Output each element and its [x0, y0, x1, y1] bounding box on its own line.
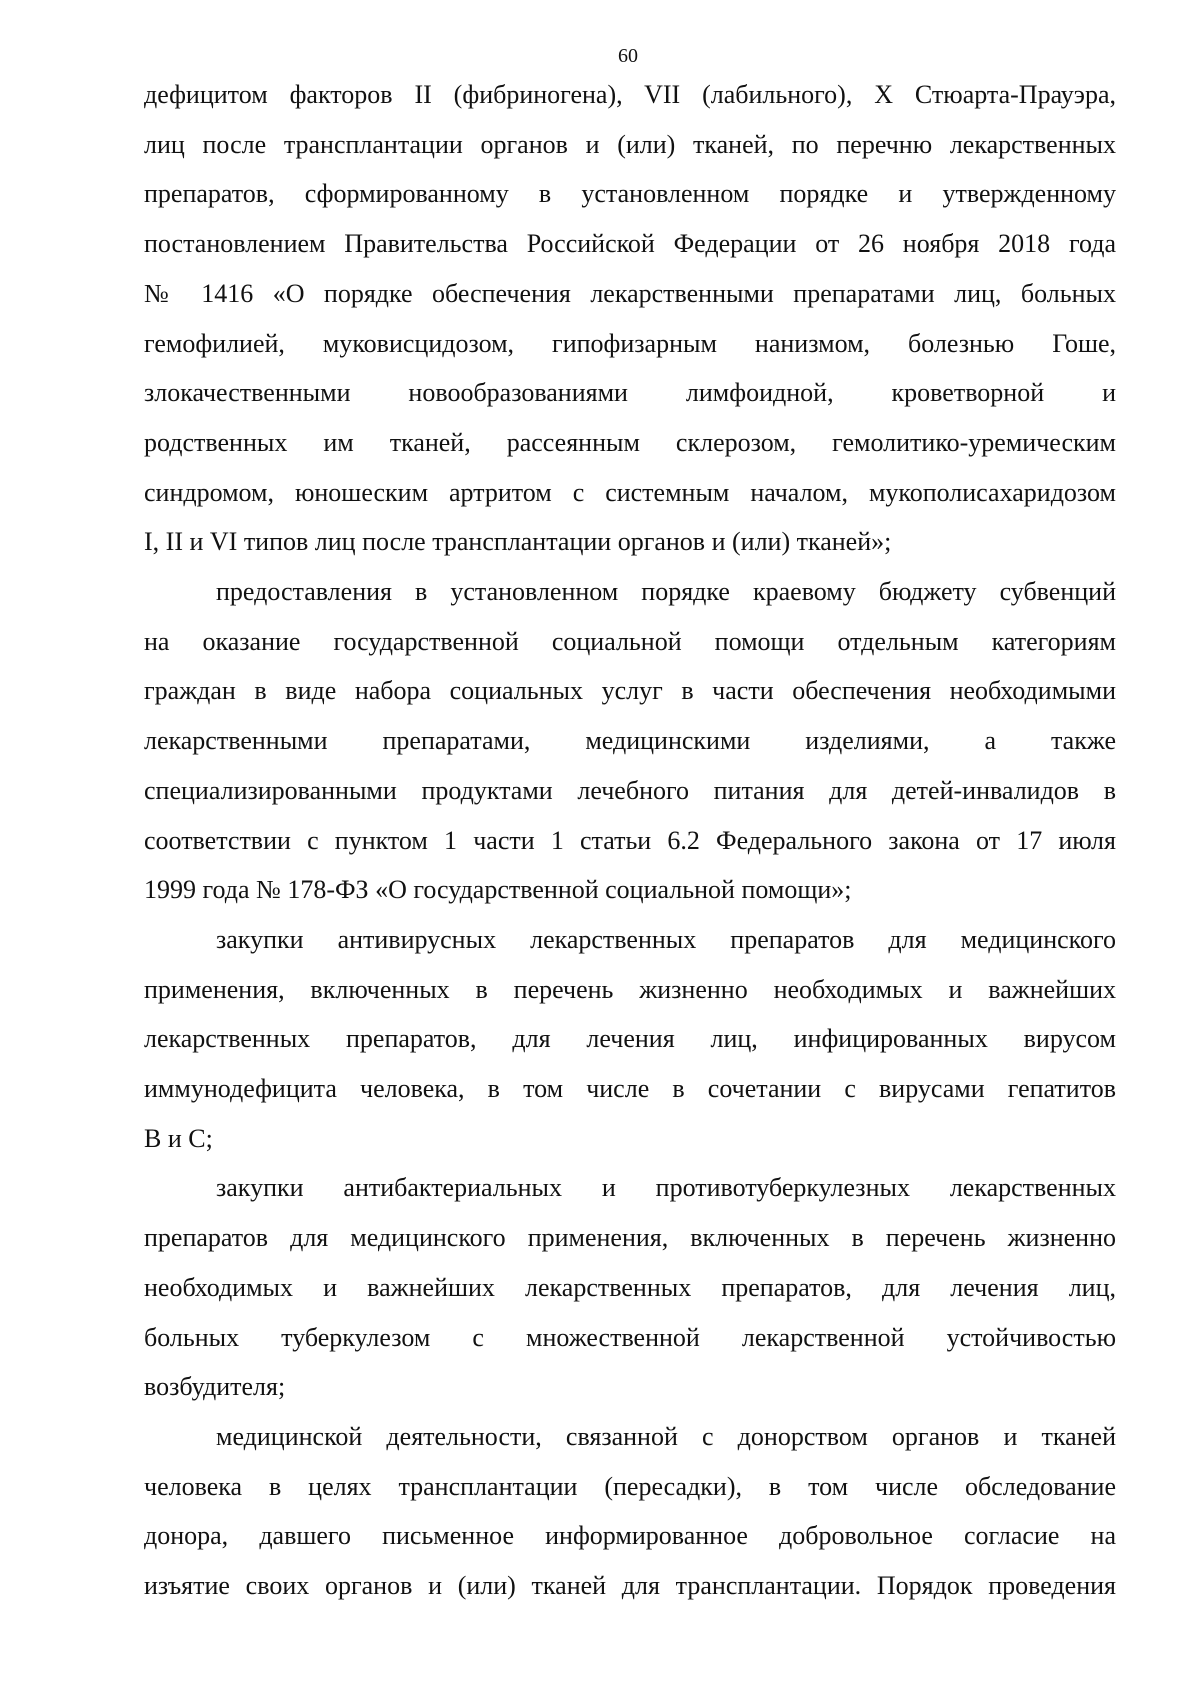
- text-line: донора, давшего письменное информированное добровольное согласие на: [144, 1521, 1116, 1551]
- text-line: иммунодефицита человека, в том числе в сочетании с вирусами гепатитов: [144, 1074, 1116, 1104]
- paragraph: [144, 1163, 1116, 1412]
- paragraph: [144, 70, 1116, 567]
- text-line: граждан в виде набора социальных услуг в части обеспечения необходимыми: [144, 676, 1116, 706]
- text-line: синдромом, юношеским артритом с системным началом, мукополисахаридозом: [144, 477, 1116, 507]
- document-body: [144, 70, 1116, 1611]
- text-line: необходимых и важнейших лекарственных препаратов, для лечения лиц,: [144, 1272, 1116, 1302]
- text-line: постановлением Правительства Российской Федерации от 26 ноября 2018 года: [144, 229, 1116, 259]
- text-line: № 1416 «О порядке обеспечения лекарственными препаратами лиц, больных: [144, 278, 1116, 308]
- text-line: изъятие своих органов и (или) тканей для трансплантации. Порядок проведения: [144, 1571, 1116, 1601]
- text-line: возбудителя;: [144, 1372, 286, 1402]
- text-line: на оказание государственной социальной помощи отдельным категориям: [144, 626, 1116, 656]
- text-line: предоставления в установленном порядке краевому бюджету субвенций: [216, 577, 1116, 607]
- text-line: 1999 года № 178-ФЗ «О государственной социальной помощи»;: [144, 875, 852, 905]
- text-line: В и С;: [144, 1123, 213, 1153]
- page-number: 60: [618, 45, 638, 67]
- paragraph: [144, 567, 1116, 915]
- text-line: закупки антивирусных лекарственных препаратов для медицинского: [216, 924, 1116, 954]
- text-line: дефицитом факторов II (фибриногена), VII (лабильного), X Стюарта-Прауэра,: [144, 80, 1116, 109]
- text-line: препаратов для медицинского применения, включенных в перечень жизненно: [144, 1223, 1116, 1253]
- text-line: злокачественными новообразованиями лимфоидной, кроветворной и: [144, 378, 1116, 408]
- text-line: соответствии с пунктом 1 части 1 статьи 6.2 Федерального закона от 17 июля: [144, 825, 1116, 855]
- text-line: специализированными продуктами лечебного питания для детей-инвалидов в: [144, 775, 1116, 805]
- text-line: лекарственными препаратами, медицинскими изделиями, а также: [144, 726, 1116, 756]
- text-line: родственных им тканей, рассеянным склерозом, гемолитико-уремическим: [144, 427, 1116, 457]
- text-line: больных туберкулезом с множественной лекарственной устойчивостью: [144, 1322, 1116, 1352]
- text-line: I, II и VI типов лиц после трансплантации органов и (или) тканей»;: [144, 527, 892, 557]
- text-line: применения, включенных в перечень жизненно необходимых и важнейших: [144, 974, 1116, 1004]
- text-line: лекарственных препаратов, для лечения лиц, инфицированных вирусом: [144, 1024, 1116, 1054]
- text-line: гемофилией, муковисцидозом, гипофизарным нанизмом, болезнью Гоше,: [144, 328, 1116, 358]
- paragraph: [144, 915, 1116, 1164]
- text-line: человека в целях трансплантации (пересадки), в том числе обследование: [144, 1471, 1116, 1501]
- text-line: медицинской деятельности, связанной с донорством органов и тканей: [216, 1421, 1116, 1451]
- text-line: лиц после трансплантации органов и (или) тканей, по перечню лекарственных: [144, 129, 1116, 159]
- text-line: препаратов, сформированному в установленном порядке и утвержденному: [144, 179, 1116, 209]
- paragraph: [144, 1412, 1116, 1611]
- text-line: закупки антибактериальных и противотуберкулезных лекарственных: [216, 1173, 1116, 1203]
